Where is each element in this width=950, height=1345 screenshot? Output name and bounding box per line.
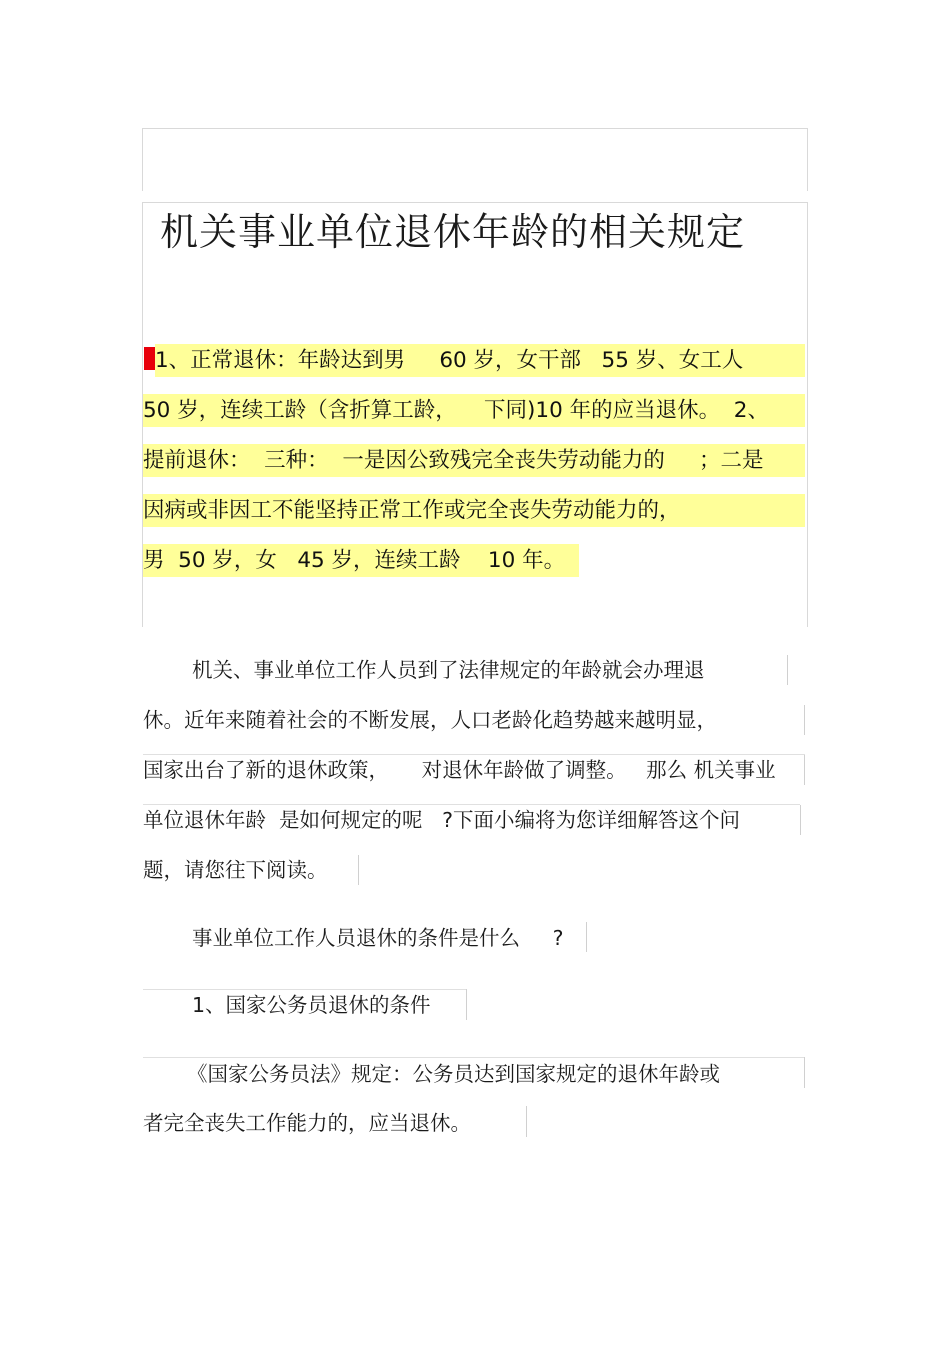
divider [800, 805, 801, 835]
law-line: 《国家公务员法》规定：公务员达到国家规定的退休年龄或 [187, 1062, 720, 1086]
highlight-line: 提前退休： 三种： 一是因公致残完全丧失劳动能力的 ；二是 [143, 444, 805, 477]
question-heading: 事业单位工作人员退休的条件是什么 ? [192, 926, 564, 950]
top-frame [142, 128, 808, 191]
divider [143, 804, 800, 805]
divider [358, 855, 359, 885]
law-line: 者完全丧失工作能力的，应当退休。 [143, 1111, 471, 1135]
highlight-line: 因病或非因工不能坚持正常工作或完全丧失劳动能力的， [143, 494, 805, 527]
highlight-line: 1、正常退休：年龄达到男 60 岁，女干部 55 岁、女工人 [155, 344, 805, 377]
section-heading: 1、国家公务员退休的条件 [192, 993, 431, 1017]
divider [787, 655, 788, 685]
highlight-line: 男 50 岁，女 45 岁，连续工龄 10 年。 [143, 544, 579, 577]
divider [804, 1057, 805, 1088]
divider [143, 754, 805, 755]
divider [804, 705, 805, 735]
red-marker-icon [144, 347, 155, 370]
divider [804, 755, 805, 785]
divider [466, 989, 467, 1020]
highlight-line: 50 岁，连续工龄（含折算工龄， 下同)10 年的应当退休。 2、 [143, 394, 805, 427]
intro-line: 休。近年来随着社会的不断发展，人口老龄化趋势越来越明显， [143, 708, 717, 732]
divider [143, 1057, 805, 1058]
document-title: 机关事业单位退休年龄的相关规定 [160, 210, 746, 254]
intro-line: 机关、事业单位工作人员到了法律规定的年龄就会办理退 [192, 658, 705, 682]
divider [586, 922, 587, 952]
intro-line: 国家出台了新的退休政策， 对退休年龄做了调整。 那么 机关事业 [143, 758, 776, 782]
intro-line: 题，请您往下阅读。 [143, 858, 328, 882]
divider [526, 1106, 527, 1137]
intro-line: 单位退休年龄 是如何规定的呢 ?下面小编将为您详细解答这个问 [143, 808, 740, 832]
